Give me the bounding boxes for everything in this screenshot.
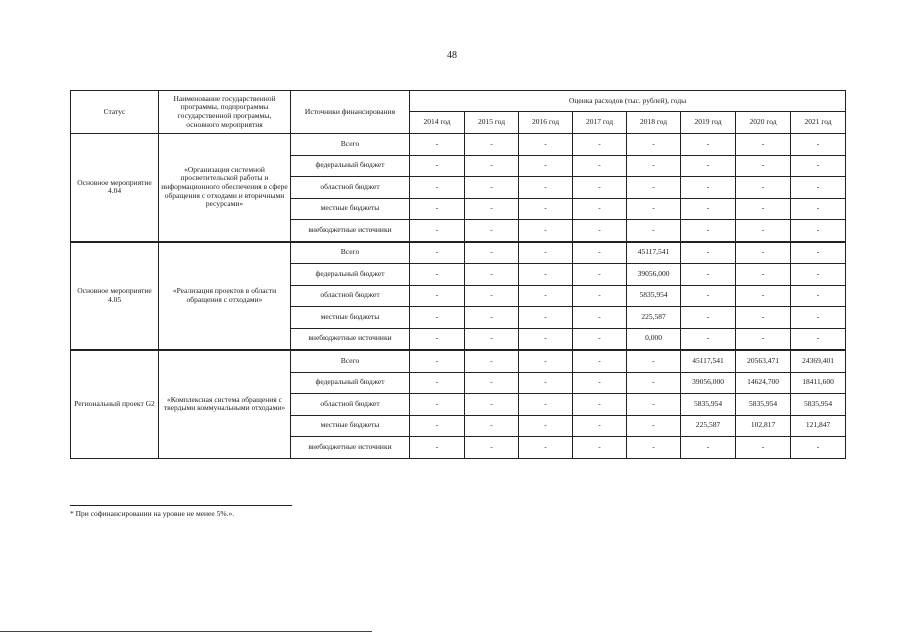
value-cell: - bbox=[410, 350, 465, 372]
status-cell: Региональный проект G2 bbox=[71, 350, 159, 458]
value-cell: - bbox=[627, 350, 681, 372]
value-cell: - bbox=[736, 307, 791, 329]
value-cell: 18411,600 bbox=[791, 372, 846, 394]
funding-source-cell: федеральный бюджет bbox=[291, 264, 410, 286]
table-row bbox=[71, 350, 846, 372]
value-cell: - bbox=[410, 134, 465, 156]
value-cell: - bbox=[573, 285, 627, 307]
footnote: * При софинансировании на уровне не менее 5%.». bbox=[70, 509, 235, 518]
value-cell: - bbox=[465, 394, 519, 416]
value-cell: - bbox=[410, 307, 465, 329]
value-cell: 45117,541 bbox=[681, 350, 736, 372]
value-cell: - bbox=[791, 155, 846, 177]
value-cell: - bbox=[465, 155, 519, 177]
page-number: 48 bbox=[447, 50, 457, 61]
value-cell: - bbox=[410, 155, 465, 177]
value-cell: - bbox=[681, 198, 736, 220]
funding-source-cell: местные бюджеты bbox=[291, 198, 410, 220]
value-cell: - bbox=[410, 198, 465, 220]
value-cell: - bbox=[791, 220, 846, 242]
value-cell: - bbox=[465, 415, 519, 437]
value-cell: - bbox=[465, 437, 519, 459]
program-name-cell: «Комплексная система обращения с твердыми коммунальными отходами» bbox=[159, 350, 291, 458]
value-cell: - bbox=[736, 242, 791, 264]
value-cell: - bbox=[627, 415, 681, 437]
value-cell: - bbox=[627, 198, 681, 220]
value-cell: - bbox=[410, 285, 465, 307]
value-cell: - bbox=[465, 307, 519, 329]
value-cell: - bbox=[681, 328, 736, 350]
status-cell: Основное мероприятие 4.04 bbox=[71, 134, 159, 242]
header-year: 2017 год bbox=[573, 112, 627, 134]
budget-table bbox=[70, 90, 846, 459]
value-cell: - bbox=[519, 285, 573, 307]
status-cell: Основное мероприятие 4.05 bbox=[71, 242, 159, 351]
value-cell: - bbox=[573, 264, 627, 286]
value-cell: - bbox=[410, 415, 465, 437]
value-cell: - bbox=[465, 264, 519, 286]
header-estimate: Оценка расходов (тыс. рублей), годы bbox=[410, 91, 846, 112]
value-cell: - bbox=[736, 134, 791, 156]
value-cell: - bbox=[573, 372, 627, 394]
value-cell: - bbox=[573, 177, 627, 199]
value-cell: - bbox=[681, 264, 736, 286]
value-cell: - bbox=[465, 220, 519, 242]
value-cell: - bbox=[465, 350, 519, 372]
value-cell: 39056,000 bbox=[627, 264, 681, 286]
header-year: 2014 год bbox=[410, 112, 465, 134]
value-cell: - bbox=[627, 155, 681, 177]
value-cell: - bbox=[519, 220, 573, 242]
value-cell: - bbox=[791, 198, 846, 220]
value-cell: - bbox=[791, 437, 846, 459]
funding-source-cell: областной бюджет bbox=[291, 285, 410, 307]
value-cell: - bbox=[519, 155, 573, 177]
value-cell: - bbox=[681, 285, 736, 307]
funding-source-cell: Всего bbox=[291, 242, 410, 264]
value-cell: - bbox=[736, 264, 791, 286]
value-cell: - bbox=[736, 220, 791, 242]
funding-source-cell: областной бюджет bbox=[291, 394, 410, 416]
value-cell: - bbox=[736, 328, 791, 350]
value-cell: - bbox=[736, 177, 791, 199]
value-cell: - bbox=[519, 242, 573, 264]
funding-source-cell: внебюджетные источники bbox=[291, 328, 410, 350]
value-cell: - bbox=[681, 155, 736, 177]
value-cell: - bbox=[736, 437, 791, 459]
header-sources: Источники финансирования bbox=[291, 91, 410, 134]
value-cell: - bbox=[736, 198, 791, 220]
value-cell: - bbox=[573, 242, 627, 264]
value-cell: 0,000 bbox=[627, 328, 681, 350]
value-cell: - bbox=[465, 242, 519, 264]
header-year: 2018 год bbox=[627, 112, 681, 134]
header-name: Наименование государственной программы, подпрограммы государственной программы, основного мероприятия bbox=[159, 91, 291, 134]
value-cell: - bbox=[736, 155, 791, 177]
value-cell: - bbox=[519, 328, 573, 350]
value-cell: - bbox=[573, 394, 627, 416]
value-cell: - bbox=[519, 264, 573, 286]
value-cell: - bbox=[410, 394, 465, 416]
value-cell: - bbox=[681, 242, 736, 264]
header-year: 2015 год bbox=[465, 112, 519, 134]
value-cell: - bbox=[573, 134, 627, 156]
funding-source-cell: Всего bbox=[291, 134, 410, 156]
value-cell: - bbox=[627, 177, 681, 199]
value-cell: - bbox=[519, 415, 573, 437]
value-cell: - bbox=[410, 264, 465, 286]
value-cell: - bbox=[573, 328, 627, 350]
value-cell: 225,587 bbox=[681, 415, 736, 437]
value-cell: - bbox=[791, 285, 846, 307]
value-cell: - bbox=[681, 134, 736, 156]
value-cell: 14624,700 bbox=[736, 372, 791, 394]
value-cell: - bbox=[627, 437, 681, 459]
table-row bbox=[71, 242, 846, 264]
header-year: 2019 год bbox=[681, 112, 736, 134]
header-status: Статус bbox=[71, 91, 159, 134]
value-cell: 5835,954 bbox=[681, 394, 736, 416]
funding-source-cell: Всего bbox=[291, 350, 410, 372]
value-cell: - bbox=[410, 220, 465, 242]
value-cell: - bbox=[681, 220, 736, 242]
value-cell: - bbox=[627, 134, 681, 156]
value-cell: - bbox=[573, 350, 627, 372]
value-cell: - bbox=[791, 264, 846, 286]
value-cell: - bbox=[410, 242, 465, 264]
funding-source-cell: внебюджетные источники bbox=[291, 220, 410, 242]
value-cell: - bbox=[465, 134, 519, 156]
value-cell: - bbox=[736, 285, 791, 307]
value-cell: - bbox=[681, 437, 736, 459]
value-cell: - bbox=[791, 134, 846, 156]
value-cell: 102,817 bbox=[736, 415, 791, 437]
value-cell: - bbox=[465, 372, 519, 394]
value-cell: - bbox=[519, 307, 573, 329]
bottom-rule bbox=[0, 631, 372, 632]
value-cell: - bbox=[410, 177, 465, 199]
footnote-rule bbox=[70, 505, 292, 506]
value-cell: - bbox=[410, 328, 465, 350]
value-cell: - bbox=[519, 350, 573, 372]
value-cell: - bbox=[519, 372, 573, 394]
table-row bbox=[71, 134, 846, 156]
value-cell: - bbox=[519, 177, 573, 199]
funding-source-cell: федеральный бюджет bbox=[291, 372, 410, 394]
value-cell: - bbox=[627, 394, 681, 416]
value-cell: - bbox=[627, 220, 681, 242]
value-cell: - bbox=[465, 328, 519, 350]
header-year: 2020 год bbox=[736, 112, 791, 134]
value-cell: - bbox=[681, 307, 736, 329]
value-cell: 24369,401 bbox=[791, 350, 846, 372]
value-cell: 5835,954 bbox=[627, 285, 681, 307]
program-name-cell: «Реализация проектов в области обращения с отходами» bbox=[159, 242, 291, 351]
value-cell: - bbox=[791, 177, 846, 199]
value-cell: - bbox=[410, 437, 465, 459]
funding-source-cell: федеральный бюджет bbox=[291, 155, 410, 177]
funding-source-cell: внебюджетные источники bbox=[291, 437, 410, 459]
value-cell: - bbox=[519, 437, 573, 459]
funding-source-cell: областной бюджет bbox=[291, 177, 410, 199]
value-cell: - bbox=[519, 134, 573, 156]
value-cell: - bbox=[410, 372, 465, 394]
value-cell: - bbox=[573, 307, 627, 329]
value-cell: - bbox=[519, 198, 573, 220]
value-cell: - bbox=[627, 372, 681, 394]
funding-source-cell: местные бюджеты bbox=[291, 415, 410, 437]
header-year: 2016 год bbox=[519, 112, 573, 134]
value-cell: - bbox=[465, 198, 519, 220]
value-cell: - bbox=[465, 177, 519, 199]
program-name-cell: «Организация системной просветительской работы и информационного обеспечения в сфере обращения с отходами и вторичными ресурсами» bbox=[159, 134, 291, 242]
value-cell: 20563,471 bbox=[736, 350, 791, 372]
value-cell: - bbox=[791, 242, 846, 264]
value-cell: - bbox=[573, 155, 627, 177]
value-cell: 39056,000 bbox=[681, 372, 736, 394]
value-cell: 45117,541 bbox=[627, 242, 681, 264]
table-header-row bbox=[71, 91, 846, 112]
value-cell: 5835,954 bbox=[736, 394, 791, 416]
value-cell: - bbox=[681, 177, 736, 199]
funding-source-cell: местные бюджеты bbox=[291, 307, 410, 329]
value-cell: - bbox=[791, 307, 846, 329]
value-cell: - bbox=[573, 437, 627, 459]
value-cell: 121,847 bbox=[791, 415, 846, 437]
value-cell: 5835,954 bbox=[791, 394, 846, 416]
value-cell: - bbox=[465, 285, 519, 307]
header-year: 2021 год bbox=[791, 112, 846, 134]
value-cell: - bbox=[573, 415, 627, 437]
value-cell: - bbox=[791, 328, 846, 350]
value-cell: - bbox=[573, 220, 627, 242]
value-cell: - bbox=[573, 198, 627, 220]
value-cell: 225,587 bbox=[627, 307, 681, 329]
value-cell: - bbox=[519, 394, 573, 416]
